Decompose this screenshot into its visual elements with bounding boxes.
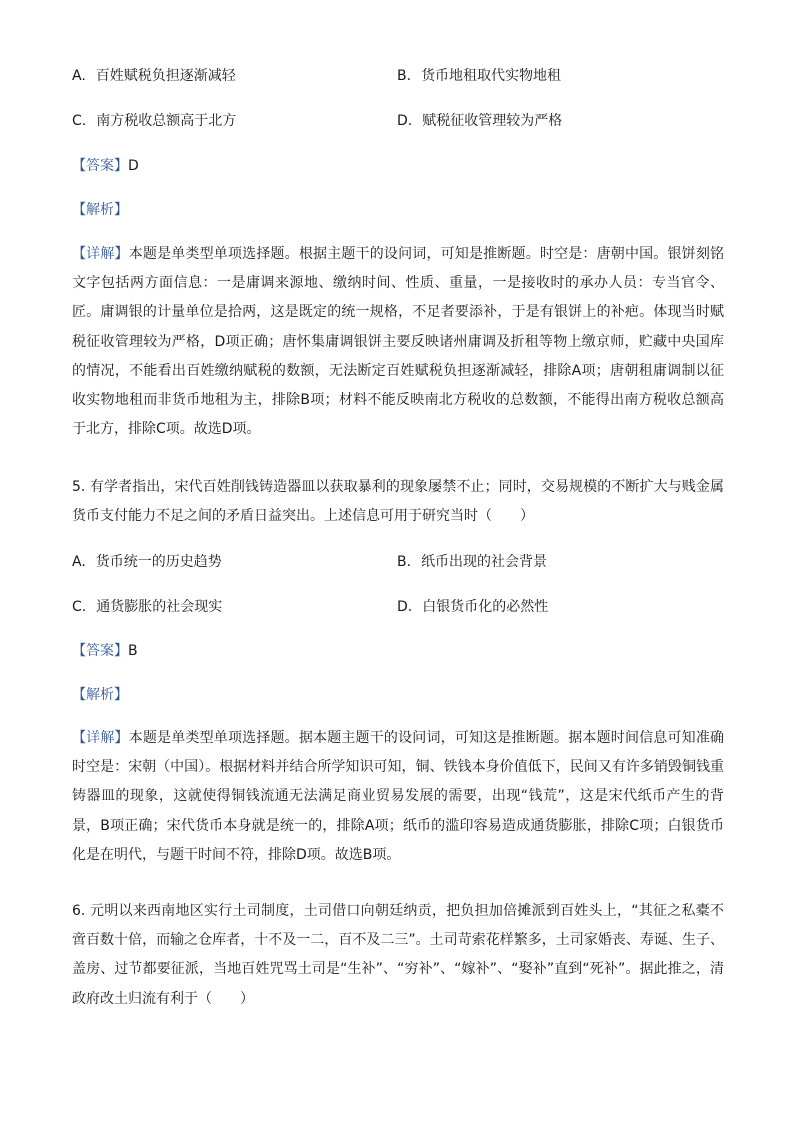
option-letter: A. bbox=[72, 554, 86, 570]
q5-stem: 5. 有学者指出，宋代百姓削钱铸造器皿以获取暴利的现象屡禁不止；同时，交易规模的不断扩大与贱金属货币支付能力不足之间的矛盾日益突出。上述信息可用于研究当时（ ） bbox=[72, 479, 724, 525]
q5-detail bbox=[72, 724, 724, 870]
q4-analysis-tag bbox=[72, 200, 128, 220]
q5-option-d bbox=[397, 597, 548, 617]
answer-tag: 【答案】 bbox=[72, 158, 128, 174]
detail-tag: 【详解】 bbox=[72, 730, 129, 746]
option-text: 白银货币化的必然性 bbox=[422, 599, 549, 615]
analysis-tag: 【解析】 bbox=[72, 202, 128, 218]
option-text: 货币统一的历史趋势 bbox=[95, 554, 222, 570]
q5-option-a bbox=[72, 552, 222, 572]
option-letter: C. bbox=[72, 113, 87, 129]
option-letter: B. bbox=[397, 554, 412, 570]
option-letter: C. bbox=[72, 599, 87, 615]
option-text: 南方税收总额高于北方 bbox=[96, 113, 237, 129]
option-text: 货币地租取代实物地租 bbox=[421, 68, 562, 84]
detail-text: 本题是单类型单项选择题。根据主题干的设问词，可知是推断题。时空是：唐朝中国。银饼刻铭文字包括两方面信息：一是庸调来源地、缴纳时间、性质、重量，一是接收时的承办人员：专当官令、匠。庸调银的计量单位是拾两，这是既定的统一规格，不足者要添补，于是有银饼上的补疤。体现当时赋税征收管理较为严格，D项正确；唐怀集庸调银饼主要反映诸州庸调及折租等物上缴京师，贮藏中央国库的情况，不能看出百姓缴纳赋税的数额，无法断定百姓赋税负担逐渐减轻，排除A项；唐朝租庸调制以征收实物地租而非货币地租为主，排除B项；材料不能反映南北方税收的总数额，不能得出南方税收总额高于北方，排除C项。故选D项。 bbox=[72, 246, 725, 438]
q4-option-c bbox=[72, 111, 236, 131]
option-text: 纸币出现的社会背景 bbox=[421, 554, 548, 570]
option-letter: A. bbox=[72, 68, 86, 84]
q5-answer bbox=[72, 641, 138, 661]
option-text: 百姓赋税负担逐渐减轻 bbox=[95, 68, 236, 84]
option-text: 通货膨胀的社会现实 bbox=[96, 599, 223, 615]
option-text: 赋税征收管理较为严格 bbox=[422, 113, 563, 129]
q4-answer bbox=[72, 156, 139, 176]
option-letter: D. bbox=[397, 599, 413, 615]
q6-stem: 6. 元明以来西南地区实行土司制度，土司借口向朝廷纳贡，把负担加倍摊派到百姓头上，“其征之私橐不啻百数十倍，而输之仓库者，十不及一二，百不及二三”。土司苛索花样繁多，土司家婚丧、寿诞、生子、盖房、过节都要征派，当地百姓咒骂土司是“生补”、“穷补”、“嫁补”、“娶补”直到“死补”。据此推之，清政府改土归流有利于（ ） bbox=[72, 903, 724, 1007]
q5-option-b bbox=[397, 552, 547, 572]
q5-analysis-tag bbox=[72, 685, 128, 705]
answer-value: D bbox=[128, 158, 139, 174]
answer-value: B bbox=[128, 643, 138, 659]
option-letter: B. bbox=[397, 68, 412, 84]
option-letter: D. bbox=[397, 113, 413, 129]
q5-option-c bbox=[72, 597, 222, 617]
analysis-tag: 【解析】 bbox=[72, 687, 128, 703]
q4-option-d bbox=[397, 111, 562, 131]
q4-option-a bbox=[72, 66, 236, 86]
q4-detail bbox=[72, 240, 724, 444]
detail-text: 本题是单类型单项选择题。据本题主题干的设问词，可知这是推断题。据本题时间信息可知准确时空是：宋朝（中国）。根据材料并结合所学知识可知，铜、铁钱本身价值低下，民间又有许多销毁铜钱重铸器皿的现象，这就使得铜钱流通无法满足商业贸易发展的需要，出现“钱荒”，这是宋代纸币产生的背景，B项正确；宋代货币本身就是统一的，排除A项；纸币的滥印容易造成通货膨胀，排除C项；白银货币化是在明代，与题干时间不符，排除D项。故选B项。 bbox=[72, 730, 725, 863]
detail-tag: 【详解】 bbox=[72, 246, 129, 262]
q4-option-b bbox=[397, 66, 561, 86]
answer-tag: 【答案】 bbox=[72, 643, 128, 659]
